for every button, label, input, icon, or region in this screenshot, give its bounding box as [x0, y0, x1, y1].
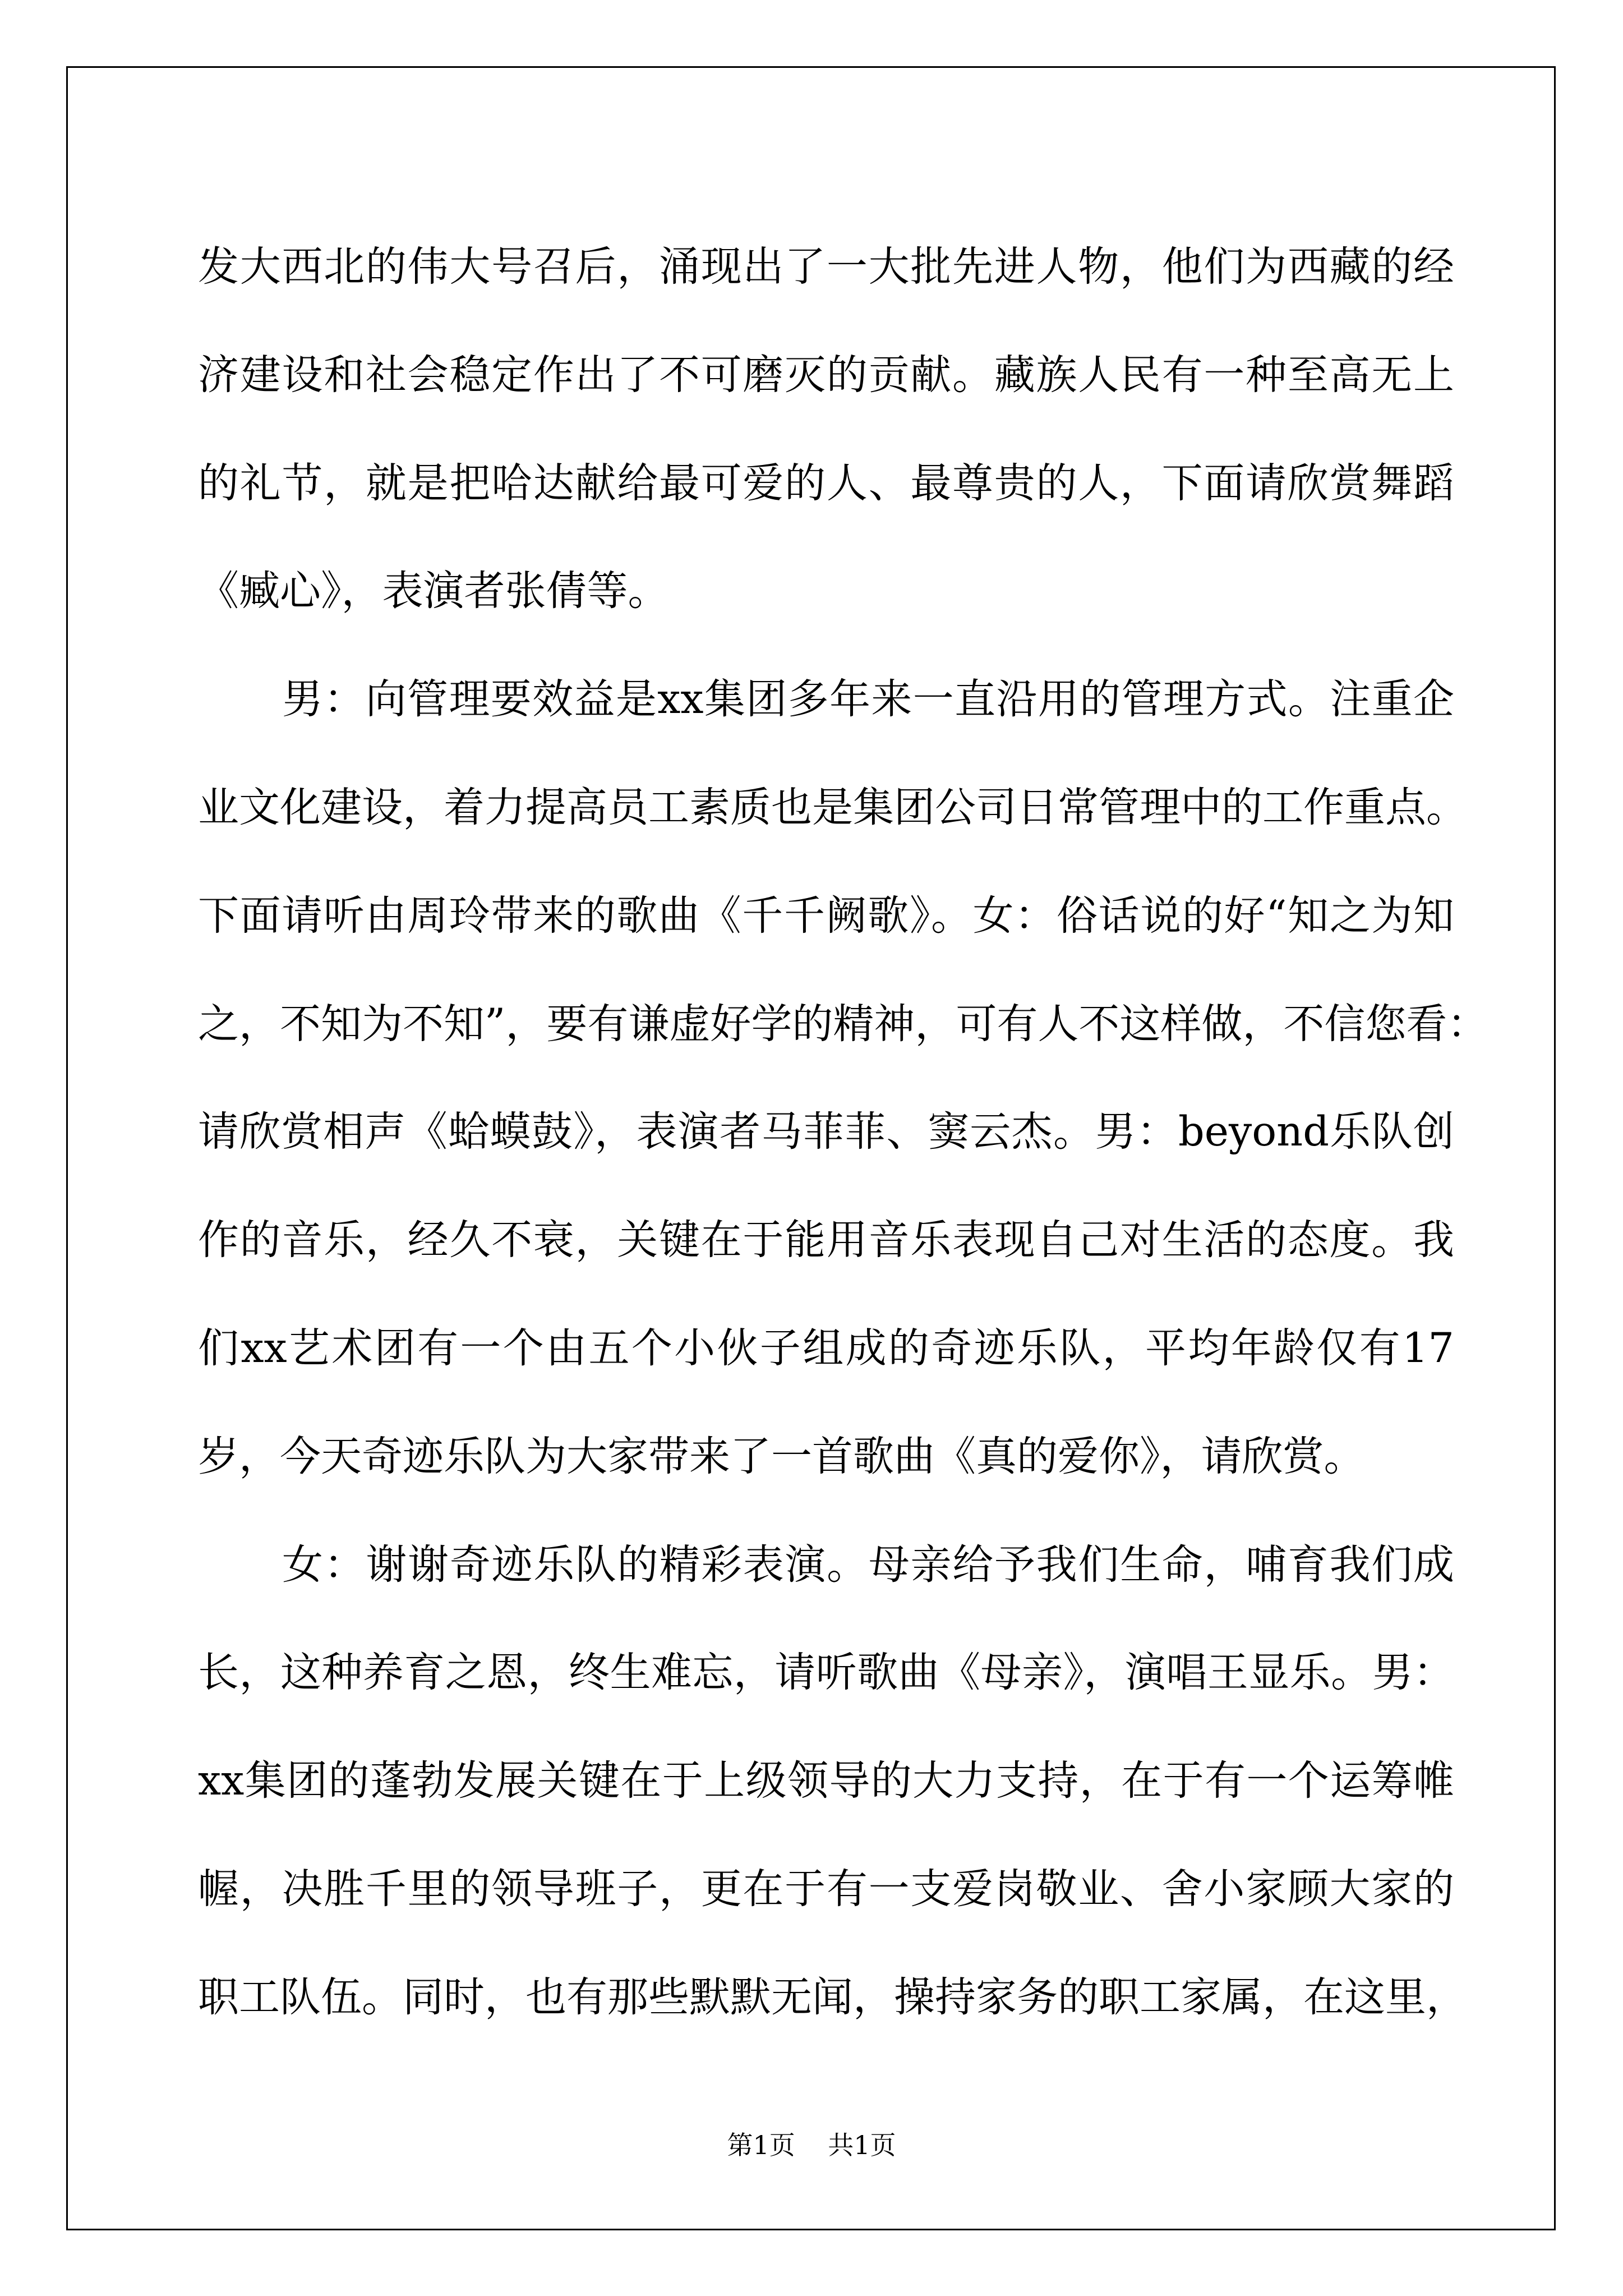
text-line: 业文化建设，着力提高员工素质也是集团公司日常管理中的工作重点。	[198, 783, 1467, 831]
document-body	[198, 213, 1488, 2052]
text-line: 下面请听由周玲带来的歌曲《千千阙歌》。女：俗话说的好“知之为知	[198, 891, 1454, 940]
text-line: 作的音乐，经久不衰，关键在于能用音乐表现自己对生活的态度。我	[198, 1216, 1454, 1264]
text-line: 之，不知为不知”，要有谦虚好学的精神，可有人不这样做，不信您看：	[198, 1000, 1488, 1048]
text-line: 幄，决胜千里的领导班子，更在于有一支爱岗敬业、舍小家顾大家的	[198, 1865, 1454, 1913]
page-footer: 第1页 共1页	[727, 2130, 896, 2160]
text-line: 发大西北的伟大号召后，涌现出了一大批先进人物，他们为西藏的经	[198, 243, 1454, 291]
text-line: 岁，今天奇迹乐队为大家带来了一首歌曲《真的爱你》，请欣赏。	[198, 1432, 1365, 1480]
text-line: 《臧心》，表演者张倩等。	[198, 567, 669, 615]
text-line: 济建设和社会稳定作出了不可磨灭的贡献。藏族人民有一种至高无上	[198, 351, 1454, 399]
text-line: 职工队伍。同时，也有那些默默无闻，操持家务的职工家属，在这里，	[198, 1973, 1467, 2021]
paragraph-first-line: 女：谢谢奇迹乐队的精彩表演。母亲给予我们生命，哺育我们成	[282, 1540, 1454, 1589]
text-line: 们xx艺术团有一个由五个小伙子组成的奇迹乐队，平均年龄仅有17	[198, 1324, 1454, 1372]
text-line: xx集团的蓬勃发展关键在于上级领导的大力支持，在于有一个运筹帷	[198, 1757, 1454, 1805]
text-line: 请欣赏相声《蛤蟆鼓》，表演者马菲菲、窦云杰。男：beyond乐队创	[198, 1108, 1454, 1156]
text-line: 长，这种养育之恩，终生难忘，请听歌曲《母亲》，演唱王显乐。男：	[198, 1649, 1454, 1697]
text-line: 的礼节，就是把哈达献给最可爱的人、最尊贵的人，下面请欣赏舞蹈	[198, 459, 1454, 507]
paragraph-first-line: 男：向管理要效益是xx集团多年来一直沿用的管理方式。注重企	[282, 675, 1454, 724]
